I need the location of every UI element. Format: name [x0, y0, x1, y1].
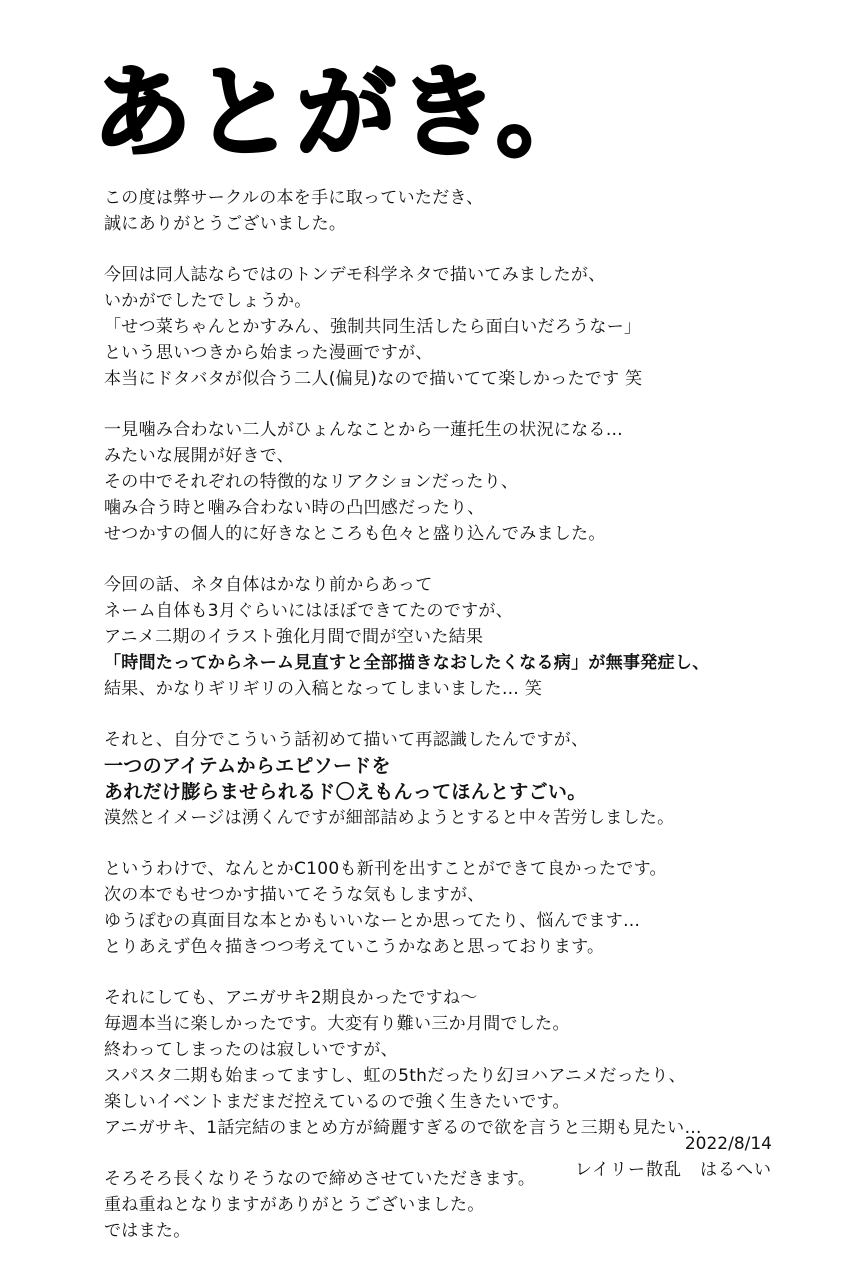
text-line: アニメ二期のイラスト強化月間で間が空いた結果	[104, 627, 484, 647]
text-line: ゆうぽむの真面目な本とかもいいなーとか思ってたり、悩んでます…	[104, 911, 641, 931]
text-line: 本当にドタバタが似合う二人(偏見)なので描いてて楽しかったです 笑	[104, 369, 643, 389]
text-line: いかがでしたでしょうか。	[104, 291, 312, 311]
text-line: ネーム自体も3月ぐらいにはほぼできてたのですが、	[104, 601, 514, 621]
page-title: あとがき。	[92, 54, 598, 171]
text-line: 重ね重ねとなりますがありがとうございました。	[104, 1195, 485, 1215]
paragraph	[104, 185, 804, 237]
paragraph	[104, 262, 804, 392]
text-line: 次の本でもせつかす描いてそうな気もしますが、	[104, 885, 485, 905]
text-line: 誠にありがとうございました。	[104, 214, 347, 234]
text-line: 今回は同人誌ならではのトンデモ科学ネタで描いてみましたが、	[104, 265, 606, 285]
text-line: 結果、かなりギリギリの入稿となってしまいました… 笑	[104, 679, 543, 699]
text-line: という思いつきから始まった漫画ですが、	[104, 343, 433, 363]
text-line: 噛み合う時と噛み合わない時の凸凹感だったり、	[104, 498, 485, 518]
text-line: せつかすの個人的に好きなところも色々と盛り込んでみました。	[104, 524, 606, 544]
paragraph	[104, 417, 804, 547]
text-line: 「せつ菜ちゃんとかすみん、強制共同生活したら面白いだろうなー」	[104, 317, 642, 337]
text-line: とりあえず色々描きつつ考えていこうかなあと思っております。	[104, 937, 605, 957]
text-line: 毎週本当に楽しかったです。大変有り難い三か月間でした。	[104, 1014, 570, 1034]
text-line: 一つのアイテムからエピソードを	[104, 755, 391, 777]
date-text: 2022/8/14	[684, 1134, 772, 1154]
text-line: みたいな展開が好きで、	[104, 446, 294, 466]
text-line: 終わってしまったのは寂しいですが、	[104, 1040, 398, 1060]
text-line: アニガサキ、1話完結のまとめ方が綺麗すぎるので欲を言うと三期も見たい…	[104, 1118, 702, 1138]
text-line: 「時間たってからネーム見直すと全部描きなおしたくなる病」が無事発症し、	[104, 653, 710, 673]
paragraph	[104, 985, 804, 1141]
text-line: 今回の話、ネタ自体はかなり前からあって	[104, 575, 433, 595]
text-line: それと、自分でこういう話初めて描いて再認識したんですが、	[104, 730, 589, 750]
text-line: スパスタ二期も始まってますし、虹の5thだったり幻ヨハアニメだったり、	[104, 1066, 686, 1086]
text-line: その中でそれぞれの特徴的なリアクションだったり、	[104, 472, 519, 492]
author-signature: レイリー散乱 はるへい	[574, 1160, 772, 1180]
text-line: 楽しいイベントまだまだ控えているので強く生きたいです。	[104, 1092, 570, 1112]
text-line: 漠然とイメージは湧くんですが細部詰めようとすると中々苦労しました。	[104, 808, 675, 828]
paragraph	[104, 572, 804, 702]
text-line: 一見噛み合わない二人がひょんなことから一蓮托生の状況になる…	[104, 420, 623, 440]
text-line: ではまた。	[104, 1221, 191, 1241]
text-line: それにしても、アニガサキ2期良かったですね～	[104, 988, 478, 1008]
afterword-body	[104, 185, 804, 1269]
paragraph	[104, 856, 804, 960]
text-line: というわけで、なんとかC100も新刊を出すことができて良かったです。	[104, 859, 667, 879]
text-line: そろそろ長くなりそうなので締めさせていただきます。	[104, 1169, 536, 1189]
text-line: あれだけ膨らませられるド〇えもんってほんとすごい。	[104, 781, 587, 803]
paragraph	[104, 727, 804, 831]
text-line: この度は弊サークルの本を手に取っていただき、	[104, 188, 484, 208]
